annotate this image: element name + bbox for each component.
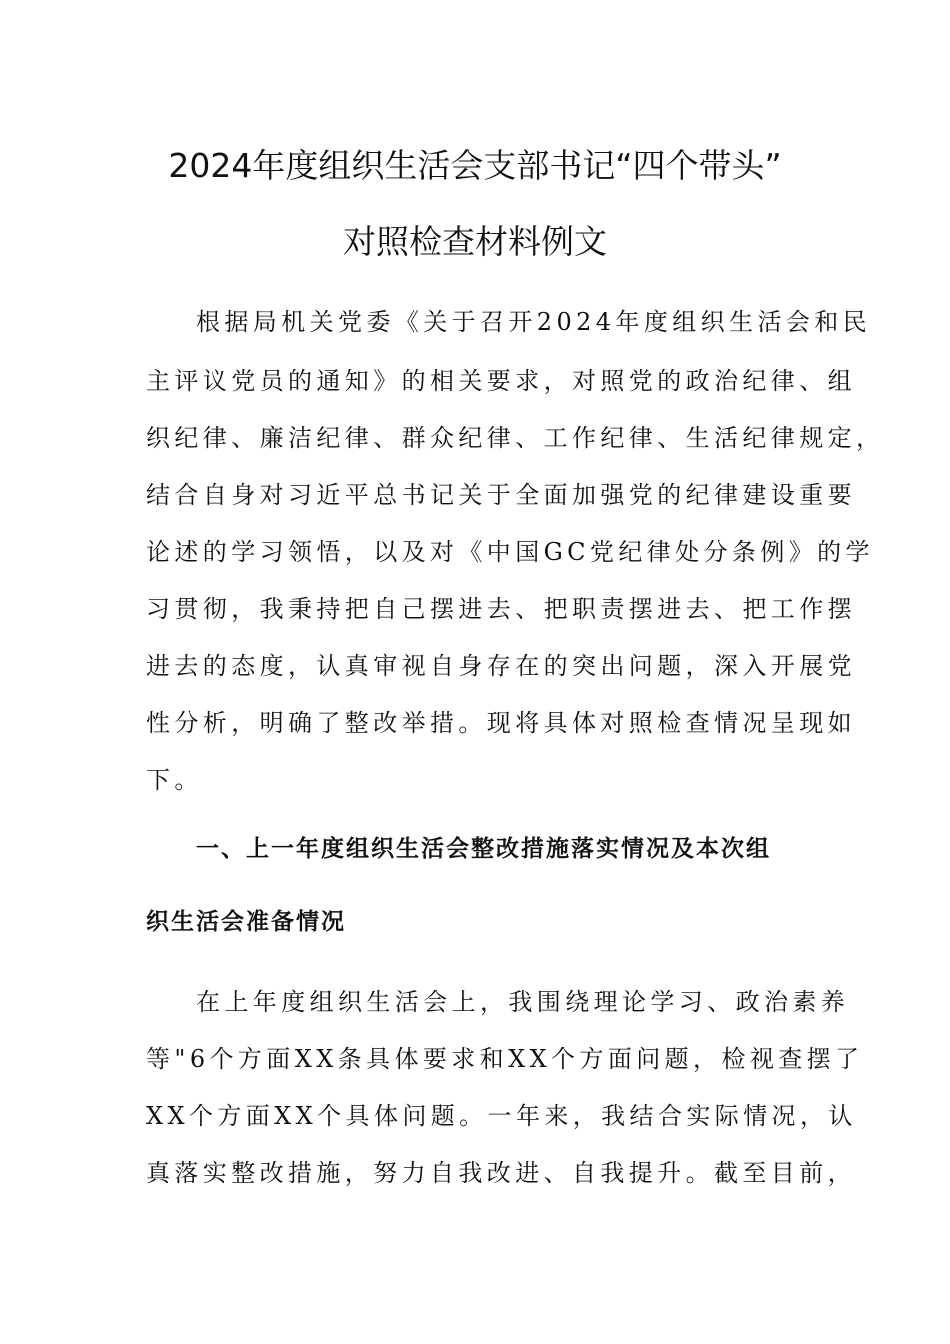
paragraph-1-line: 主评议党员的通知》的相关要求，对照党的政治纪律、组	[146, 367, 856, 395]
paragraph-1-line: 结合自身对习近平总书记关于全面加强党的纪律建设重要	[146, 481, 856, 509]
paragraph-2-line: 真落实整改措施，努力自我改进、自我提升。截至目前，	[146, 1159, 856, 1187]
paragraph-1-line: 下。	[146, 766, 203, 794]
paragraph-2-line: XX个方面XX个具体问题。一年来，我结合实际情况，认	[146, 1102, 857, 1130]
section-heading-line: 织生活会准备情况	[146, 909, 346, 935]
section-heading-line: 一、上一年度组织生活会整改措施落实情况及本次组	[196, 836, 771, 862]
paragraph-1-line: 论述的学习领悟，以及对《中国GC党纪律处分条例》的学	[146, 538, 874, 566]
paragraph-1-line: 习贯彻，我秉持把自己摆进去、把职责摆进去、把工作摆	[146, 595, 856, 623]
document-title-line-1: 2024年度组织生活会支部书记“四个带头”	[168, 146, 782, 185]
paragraph-1-line: 织纪律、廉洁纪律、群众纪律、工作纪律、生活纪律规定，	[146, 424, 885, 452]
paragraph-1-line: 性分析，明确了整改举措。现将具体对照检查情况呈现如	[146, 709, 856, 737]
paragraph-2-line: 在上年度组织生活会上，我围绕理论学习、政治素养	[196, 988, 850, 1016]
paragraph-2-line: 等"6个方面XX条具体要求和XX个方面问题，检视查摆了	[146, 1045, 864, 1073]
paragraph-1-line: 进去的态度，认真审视自身存在的突出问题，深入开展党	[146, 652, 856, 680]
document-title-line-2: 对照检查材料例文	[343, 222, 607, 261]
paragraph-1-line: 根据局机关党委《关于召开2024年度组织生活会和民	[196, 308, 872, 336]
